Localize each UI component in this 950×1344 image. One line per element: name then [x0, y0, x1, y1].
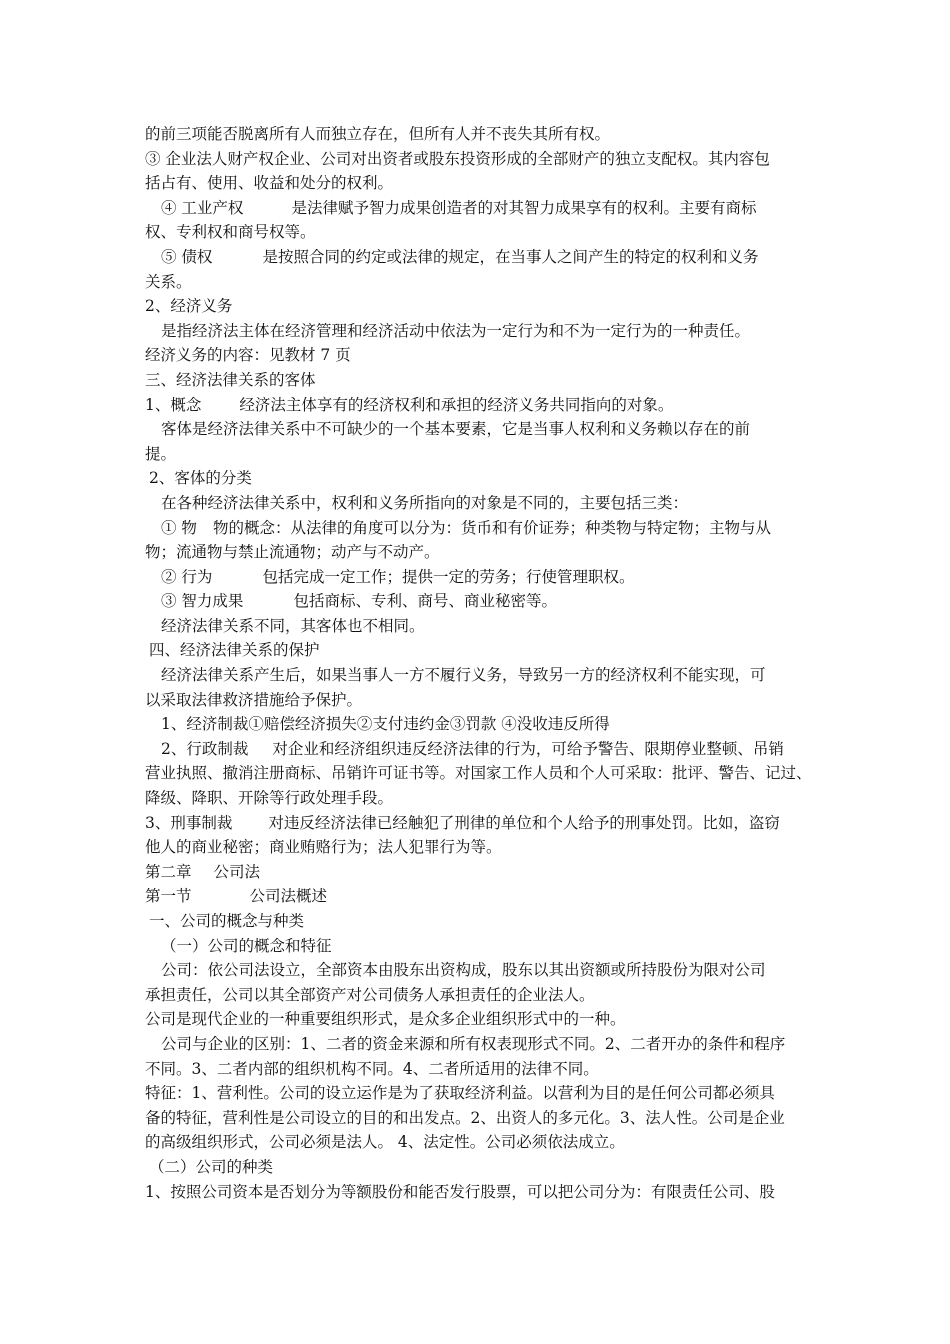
text-run: 1、概念	[145, 395, 202, 414]
text-line	[145, 171, 825, 196]
text-run: 公司是现代企业的一种重要组织形式，是众多企业组织形式中的一种。	[145, 1010, 626, 1029]
text-line	[145, 245, 825, 270]
text-line	[145, 565, 825, 590]
text-line	[145, 270, 825, 295]
text-run: ③ 企业法人财产权企业、公司对出资者或股东投资形成的全部财产的独立支配权。其内容包	[145, 149, 770, 168]
text-line	[145, 983, 825, 1008]
text-run: 不同。3、二者内部的组织机构不同。4、二者所适用的法律不同。	[145, 1059, 599, 1078]
text-line	[145, 491, 825, 516]
text-run: 公司法	[213, 862, 261, 881]
text-line	[145, 1155, 825, 1180]
text-run: 3、刑事制裁	[145, 813, 233, 832]
text-line	[145, 319, 825, 344]
text-run: 三、经济法律关系的客体	[145, 370, 316, 389]
text-run: 第二章	[145, 862, 192, 881]
text-line	[145, 663, 825, 688]
text-line	[145, 909, 825, 934]
text-run: 第一节	[145, 887, 192, 906]
text-line	[145, 688, 825, 713]
text-line	[145, 1106, 825, 1131]
text-run: 四、经济法律关系的保护	[149, 641, 320, 660]
text-line	[145, 1032, 825, 1057]
text-run: 2、经济义务	[145, 297, 233, 316]
text-run: 承担责任，公司以其全部资产对公司债务人承担责任的企业法人。	[145, 985, 595, 1004]
text-line	[145, 860, 825, 885]
text-run: 是按照合同的约定或法律的规定，在当事人之间产生的特定的权利和义务	[262, 247, 759, 266]
text-run: 权、专利权和商号权等。	[145, 223, 316, 242]
text-run: 包括完成一定工作；提供一定的劳务；行使管理职权。	[262, 567, 635, 586]
text-line	[145, 786, 825, 811]
text-run: 物的概念：从法律的角度可以分为：货币和有价证券；种类物与特定物；主物与从	[212, 518, 771, 537]
text-line	[145, 343, 825, 368]
text-run: 客体是经济法律关系中不可缺少的一个基本要素，它是当事人权利和义务赖以存在的前	[161, 420, 751, 439]
text-line	[145, 466, 825, 491]
text-line	[145, 294, 825, 319]
text-line	[145, 1180, 825, 1205]
text-run: 关系。	[145, 272, 192, 291]
text-run: ② 行为	[161, 567, 213, 586]
text-run: 的前三项能否脱离所有人而独立存在，但所有人并不丧失其所有权。	[145, 125, 611, 143]
text-run: 2、行政制裁	[161, 739, 249, 758]
text-run: 的高级组织形式，公司必须是法人。 4、法定性。公司必须依法成立。	[145, 1133, 625, 1152]
text-line	[145, 1081, 825, 1106]
text-line	[145, 737, 825, 762]
text-run: 经济义务的内容：见教材 7 页	[145, 346, 351, 365]
text-run: 营业执照、撤消注册商标、吊销许可证书等。对国家工作人员和个人可采取：批评、警告、记过、	[145, 764, 812, 783]
text-line	[145, 712, 825, 737]
text-line	[145, 516, 825, 541]
text-line	[145, 884, 825, 909]
text-run: 对企业和经济组织违反经济法律的行为，可给予警告、限期停业整顿、吊销	[272, 739, 784, 758]
text-run: 物；流通物与禁止流通物；动产与不动产。	[145, 543, 440, 562]
text-line	[145, 540, 825, 565]
text-run: （二）公司的种类	[149, 1157, 274, 1176]
text-run: 括占有、使用、收益和处分的权利。	[145, 174, 394, 193]
text-run: 在各种经济法律关系中，权利和义务所指向的对象是不同的，主要包括三类：	[161, 493, 689, 512]
text-run: 是指经济法主体在经济管理和经济活动中依法为一定行为和不为一定行为的一种责任。	[161, 321, 751, 340]
text-line	[145, 442, 825, 467]
text-line	[145, 1130, 825, 1155]
text-run: 一、公司的概念与种类	[149, 912, 305, 930]
text-run: 提。	[145, 444, 177, 463]
text-run: 备的特征，营利性是公司设立的目的和出发点。2、出资人的多元化。3、法人性。公司是企业	[145, 1108, 785, 1127]
text-line	[145, 122, 825, 147]
text-run: 包括商标、专利、商号、商业秘密等。	[293, 592, 557, 611]
text-line	[145, 638, 825, 663]
text-line	[145, 196, 825, 221]
text-line	[145, 934, 825, 959]
text-run: 公司法概述	[249, 887, 328, 906]
text-line	[145, 958, 825, 983]
text-run: 他人的商业秘密；商业贿赂行为；法人犯罪行为等。	[145, 838, 502, 857]
text-run: 2、客体的分类	[149, 469, 252, 488]
text-line	[145, 368, 825, 393]
text-line	[145, 835, 825, 860]
text-line	[145, 393, 825, 418]
text-line	[145, 220, 825, 245]
text-run: 以采取法律救济措施给予保护。	[145, 690, 363, 709]
text-line	[145, 589, 825, 614]
text-run: 是法律赋予智力成果创造者的对其智力成果享有的权利。主要有商标	[291, 198, 757, 217]
text-line	[145, 147, 825, 172]
text-line	[145, 614, 825, 639]
text-run: 对违反经济法律已经触犯了刑律的单位和个人给予的刑事处罚。比如，盗窃	[268, 813, 780, 832]
text-run: 经济法律关系产生后，如果当事人一方不履行义务，导致另一方的经济权利不能实现，可	[161, 666, 766, 685]
text-run: ① 物	[161, 518, 197, 537]
text-run: ④ 工业产权	[161, 198, 244, 217]
text-run: ⑤ 债权	[161, 247, 213, 266]
text-line	[145, 417, 825, 442]
text-run: ③ 智力成果	[161, 592, 244, 611]
text-run: 特征：1、营利性。公司的设立运作是为了获取经济利益。以营利为目的是任何公司都必须具	[145, 1084, 775, 1103]
document-body	[145, 122, 825, 1204]
text-line	[145, 761, 825, 786]
text-run: 经济法主体享有的经济权利和承担的经济义务共同指向的对象。	[239, 395, 674, 414]
text-run: 公司与企业的区别：1、二者的资金来源和所有权表现形式不同。2、二者开办的条件和程序	[161, 1034, 786, 1053]
text-line	[145, 1007, 825, 1032]
text-run: 经济法律关系不同，其客体也不相同。	[161, 616, 425, 635]
text-run: 降级、降职、开除等行政处理手段。	[145, 789, 394, 808]
text-line	[145, 811, 825, 836]
text-run: 公司：依公司法设立，全部资本由股东出资构成，股东以其出资额或所持股份为限对公司	[161, 961, 766, 980]
text-line	[145, 1057, 825, 1082]
text-run: 1、按照公司资本是否划分为等额股份和能否发行股票，可以把公司分为：有限责任公司、股	[145, 1182, 775, 1201]
text-run: （一）公司的概念和特征	[161, 936, 332, 955]
text-run: 1、经济制裁①赔偿经济损失②支付违约金③罚款 ④没收违反所得	[161, 715, 610, 734]
